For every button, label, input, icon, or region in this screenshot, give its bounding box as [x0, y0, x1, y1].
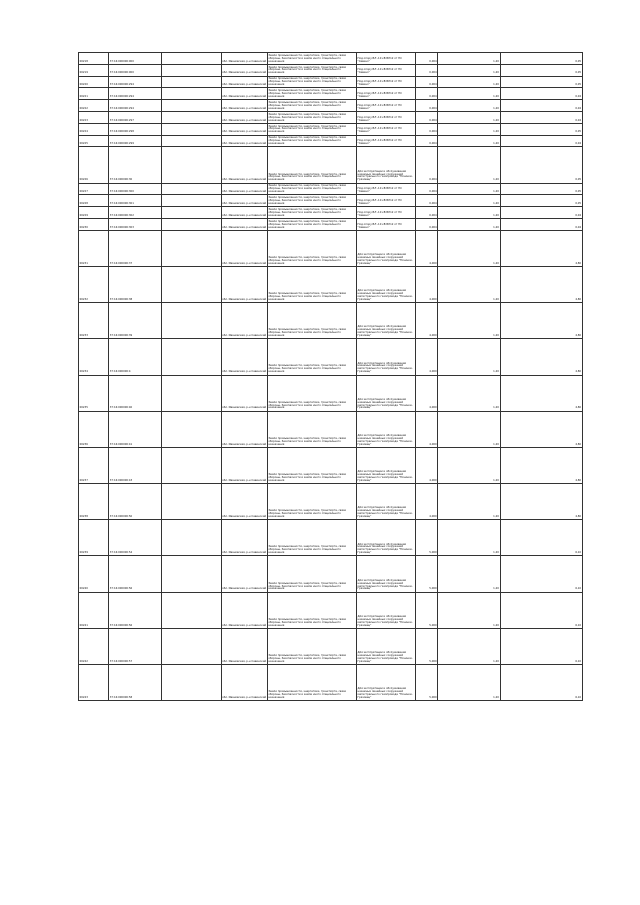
land-category-cell: Земли промышленности, энергетики, транспорта, связи обороны, безопасности и земли иного специального назначения — [267, 195, 356, 207]
tax-amount-cell: 0,05 — [500, 64, 582, 76]
land-category-cell: Земли промышленности, энергетики, транспорта, связи обороны, безопасности и земли иного специального назначения — [267, 266, 356, 302]
address-cell: обл. Ивановская, р-н Савинский — [221, 230, 267, 266]
empty-cell-cell — [162, 411, 221, 447]
empty-cell-cell — [162, 218, 221, 230]
address-cell: обл. Ивановская, р-н Савинский — [221, 100, 267, 112]
address-cell: обл. Ивановская, р-н Савинский — [221, 135, 267, 147]
table-row — [79, 53, 583, 65]
cadastral-number-cell: 37:16:000000:294 — [109, 76, 162, 88]
land-category-cell: Земли промышленности, энергетики, транспорта, связи обороны, безопасности и земли иного специального назначения — [267, 183, 356, 195]
address-cell: обл. Ивановская, р-н Савинский — [221, 447, 267, 483]
tax-rate-cell: 1,20 — [438, 88, 500, 100]
tax-amount-cell: 0,04 — [500, 207, 582, 219]
land-category-cell: Земли промышленности, энергетики, транспорта, связи обороны, безопасности и земли иного специального назначения — [267, 147, 356, 183]
tax-amount-cell: 0,05 — [500, 123, 582, 135]
row-number-cell: 00229 — [79, 207, 109, 219]
tax-amount-cell: 6,10 — [500, 520, 582, 556]
table-row — [79, 218, 583, 230]
tax-rate-cell: 1,20 — [438, 76, 500, 88]
address-cell: обл. Ивановская, р-н Савинский — [221, 64, 267, 76]
empty-cell-cell — [162, 207, 221, 219]
area-cell: 0,004 — [416, 100, 438, 112]
land-category-cell: Земли промышленности, энергетики, транспорта, связи обороны, безопасности и земли иного специального назначения — [267, 76, 356, 88]
table-row — [79, 339, 583, 375]
tax-amount-cell: 6,10 — [500, 665, 582, 701]
land-category-cell: Земли промышленности, энергетики, транспорта, связи обороны, безопасности и земли иного специального назначения — [267, 447, 356, 483]
row-number-cell: 00230 — [79, 218, 109, 230]
cadastral-number-cell: 37:16:000000:297 — [109, 111, 162, 123]
area-cell: 0,004 — [416, 123, 438, 135]
row-number-cell: 00228 — [79, 195, 109, 207]
tax-amount-cell: 0,05 — [500, 53, 582, 65]
area-cell: 5,000 — [416, 592, 438, 628]
permitted-use-cell: Для эксплуатации и обслуживания наземных линейных сооружений магистрального газопровода "Починки-Грязовец" — [356, 665, 415, 701]
tax-amount-cell: 4,80 — [500, 303, 582, 339]
table-row — [79, 207, 583, 219]
cadastral-number-cell: 37:16:000000:37 — [109, 230, 162, 266]
address-cell: обл. Ивановская, р-н Савинский — [221, 123, 267, 135]
permitted-use-cell: Для эксплуатации и обслуживания наземных линейных сооружений магистрального газопровода "Починки-Грязовец" — [356, 484, 415, 520]
cadastral-number-cell: 37:16:000000:58 — [109, 665, 162, 701]
address-cell: обл. Ивановская, р-н Савинский — [221, 556, 267, 592]
area-cell: 5,000 — [416, 628, 438, 664]
permitted-use-cell: Под опору ВЛ -10 кВ ВЛ12 от ПС "Савино" — [356, 64, 415, 76]
cadastral-number-cell: 37:16:000000:302 — [109, 207, 162, 219]
tax-amount-cell: 4,80 — [500, 484, 582, 520]
tax-rate-cell: 1,20 — [438, 628, 500, 664]
row-number-cell: 00219 — [79, 64, 109, 76]
land-category-cell: Земли промышленности, энергетики, транспорта, связи обороны, безопасности и земли иного специального назначения — [267, 556, 356, 592]
area-cell: 0,004 — [416, 218, 438, 230]
tax-amount-cell: 0,05 — [500, 195, 582, 207]
land-category-cell: Земли промышленности, энергетики, транспорта, связи обороны, безопасности и земли иного специального назначения — [267, 484, 356, 520]
table-row — [79, 64, 583, 76]
row-number-cell: 00238 — [79, 484, 109, 520]
land-category-cell: Земли промышленности, энергетики, транспорта, связи обороны, безопасности и земли иного специального назначения — [267, 88, 356, 100]
table-row — [79, 375, 583, 411]
area-cell: 0,004 — [416, 76, 438, 88]
table-row — [79, 147, 583, 183]
empty-cell-cell — [162, 303, 221, 339]
tax-amount-cell: 0,04 — [500, 88, 582, 100]
tax-rate-cell: 1,20 — [438, 135, 500, 147]
tax-rate-cell: 1,20 — [438, 230, 500, 266]
row-number-cell: 00233 — [79, 303, 109, 339]
table-row — [79, 628, 583, 664]
row-number-cell: 00240 — [79, 556, 109, 592]
cadastral-number-cell: 37:16:000000:298 — [109, 123, 162, 135]
empty-cell-cell — [162, 195, 221, 207]
empty-cell-cell — [162, 520, 221, 556]
empty-cell-cell — [162, 76, 221, 88]
cadastral-number-cell: 37:16:000000:000 — [109, 64, 162, 76]
cadastral-number-cell: 37:16:000000:294 — [109, 100, 162, 112]
address-cell: обл. Ивановская, р-н Савинский — [221, 111, 267, 123]
land-category-cell: Земли промышленности, энергетики, транспорта, связи обороны, безопасности и земли иного специального назначения — [267, 100, 356, 112]
tax-rate-cell: 1,20 — [438, 183, 500, 195]
permitted-use-cell: Для эксплуатации и обслуживания наземных линейных сооружений магистрального газопровода "Починки-Грязовец" — [356, 520, 415, 556]
row-number-cell: 00232 — [79, 266, 109, 302]
empty-cell-cell — [162, 100, 221, 112]
tax-amount-cell: 0,05 — [500, 183, 582, 195]
tax-rate-cell: 1,20 — [438, 303, 500, 339]
permitted-use-cell: Под опору ВЛ -10 кВ ВЛ12 от ПС "Савино" — [356, 207, 415, 219]
area-cell: 5,000 — [416, 556, 438, 592]
address-cell: обл. Ивановская, р-н Савинский — [221, 218, 267, 230]
permitted-use-cell: Для эксплуатации и обслуживания наземных линейных сооружений магистрального газопровода "Починки-Грязовец" — [356, 628, 415, 664]
permitted-use-cell: Для эксплуатации и обслуживания наземных линейных сооружений магистрального газопровода "Починки-Грязовец" — [356, 411, 415, 447]
tax-rate-cell: 1,20 — [438, 411, 500, 447]
land-category-cell: Земли промышленности, энергетики, транспорта, связи обороны, безопасности и земли иного специального назначения — [267, 628, 356, 664]
area-cell: 4,000 — [416, 484, 438, 520]
table-row — [79, 88, 583, 100]
land-category-cell: Земли промышленности, энергетики, транспорта, связи обороны, безопасности и земли иного специального назначения — [267, 303, 356, 339]
land-category-cell: Земли промышленности, энергетики, транспорта, связи обороны, безопасности и земли иного специального назначения — [267, 53, 356, 65]
cadastral-number-cell: 37:16:000000:56 — [109, 592, 162, 628]
address-cell: обл. Ивановская, р-н Савинский — [221, 53, 267, 65]
permitted-use-cell: Под опору ВЛ -10 кВ ВЛ12 от ПС "Савино" — [356, 183, 415, 195]
table-row — [79, 484, 583, 520]
address-cell: обл. Ивановская, р-н Савинский — [221, 375, 267, 411]
tax-amount-cell: 0,05 — [500, 76, 582, 88]
tax-rate-cell: 1,20 — [438, 207, 500, 219]
tax-rate-cell: 1,20 — [438, 100, 500, 112]
table-row — [79, 447, 583, 483]
tax-amount-cell: 4,80 — [500, 411, 582, 447]
tax-amount-cell: 0,04 — [500, 135, 582, 147]
permitted-use-cell: Для эксплуатации и обслуживания наземных линейных сооружений магистрального газопровода "Починки-Грязовец" — [356, 147, 415, 183]
tax-amount-cell: 4,80 — [500, 375, 582, 411]
table-body — [79, 53, 583, 701]
table-row — [79, 135, 583, 147]
area-cell: 0,004 — [416, 111, 438, 123]
row-number-cell: 00234 — [79, 339, 109, 375]
table-row — [79, 183, 583, 195]
cadastral-number-cell: 37:16:000000:303 — [109, 218, 162, 230]
area-cell: 5,000 — [416, 520, 438, 556]
area-cell: 4,000 — [416, 411, 438, 447]
area-cell: 4,000 — [416, 266, 438, 302]
row-number-cell: 00237 — [79, 447, 109, 483]
tax-rate-cell: 1,20 — [438, 266, 500, 302]
area-cell: 0,004 — [416, 135, 438, 147]
area-cell: 0,004 — [416, 88, 438, 100]
cadastral-number-cell: 37:16:000000:43 — [109, 447, 162, 483]
cadastral-number-cell: 37:16:000000:4 — [109, 339, 162, 375]
cadastral-number-cell: 37:16:000000:50 — [109, 484, 162, 520]
table-row — [79, 592, 583, 628]
area-cell: 4,000 — [416, 375, 438, 411]
land-category-cell: Земли промышленности, энергетики, транспорта, связи обороны, безопасности и земли иного специального назначения — [267, 135, 356, 147]
tax-rate-cell: 1,20 — [438, 484, 500, 520]
tax-rate-cell: 1,20 — [438, 520, 500, 556]
empty-cell-cell — [162, 230, 221, 266]
land-category-cell: Земли промышленности, энергетики, транспорта, связи обороны, безопасности и земли иного специального назначения — [267, 123, 356, 135]
cadastral-number-cell: 37:16:000000:299 — [109, 135, 162, 147]
table-row — [79, 520, 583, 556]
area-cell: 0,004 — [416, 195, 438, 207]
address-cell: обл. Ивановская, р-н Савинский — [221, 183, 267, 195]
tax-amount-cell: 0,04 — [500, 218, 582, 230]
empty-cell-cell — [162, 484, 221, 520]
tax-rate-cell: 1,20 — [438, 195, 500, 207]
land-category-cell: Земли промышленности, энергетики, транспорта, связи обороны, безопасности и земли иного специального назначения — [267, 64, 356, 76]
row-number-cell: 00220 — [79, 76, 109, 88]
permitted-use-cell: Для эксплуатации и обслуживания наземных линейных сооружений магистрального газопровода "Починки-Грязовец" — [356, 339, 415, 375]
table-row — [79, 303, 583, 339]
row-number-cell: 00225 — [79, 135, 109, 147]
tax-amount-cell: 0,04 — [500, 111, 582, 123]
land-category-cell: Земли промышленности, энергетики, транспорта, связи обороны, безопасности и земли иного специального назначения — [267, 592, 356, 628]
empty-cell-cell — [162, 556, 221, 592]
tax-amount-cell: 4,80 — [500, 339, 582, 375]
tax-rate-cell: 1,20 — [438, 592, 500, 628]
row-number-cell: 00235 — [79, 375, 109, 411]
permitted-use-cell: Под опору ВЛ -10 кВ ВЛ12 от ПС "Савино" — [356, 53, 415, 65]
tax-amount-cell: 4,80 — [500, 447, 582, 483]
table-row — [79, 556, 583, 592]
address-cell: обл. Ивановская, р-н Савинский — [221, 628, 267, 664]
permitted-use-cell: Для эксплуатации и обслуживания наземных линейных сооружений магистрального газопровода "Починки-Грязовец" — [356, 230, 415, 266]
permitted-use-cell: Для эксплуатации и обслуживания наземных линейных сооружений магистрального газопровода "Починки-Грязовец" — [356, 556, 415, 592]
address-cell: обл. Ивановская, р-н Савинский — [221, 207, 267, 219]
land-category-cell: Земли промышленности, энергетики, транспорта, связи обороны, безопасности и земли иного специального назначения — [267, 230, 356, 266]
permitted-use-cell: Под опору ВЛ -10 кВ ВЛ12 от ПС "Савино" — [356, 88, 415, 100]
cadastral-number-cell: 37:16:000000:38 — [109, 266, 162, 302]
row-number-cell: 00223 — [79, 111, 109, 123]
address-cell: обл. Ивановская, р-н Савинский — [221, 484, 267, 520]
empty-cell-cell — [162, 183, 221, 195]
land-category-cell: Земли промышленности, энергетики, транспорта, связи обороны, безопасности и земли иного специального назначения — [267, 520, 356, 556]
table-row — [79, 111, 583, 123]
table-row — [79, 266, 583, 302]
land-category-cell: Земли промышленности, энергетики, транспорта, связи обороны, безопасности и земли иного специального назначения — [267, 411, 356, 447]
row-number-cell: 00221 — [79, 88, 109, 100]
table-row — [79, 230, 583, 266]
tax-amount-cell: 6,10 — [500, 592, 582, 628]
area-cell: 5,000 — [416, 665, 438, 701]
land-category-cell: Земли промышленности, энергетики, транспорта, связи обороны, безопасности и земли иного специального назначения — [267, 111, 356, 123]
permitted-use-cell: Под опору ВЛ -10 кВ ВЛ12 от ПС "Савино" — [356, 111, 415, 123]
empty-cell-cell — [162, 447, 221, 483]
tax-amount-cell: 4,80 — [500, 266, 582, 302]
empty-cell-cell — [162, 339, 221, 375]
cadastral-number-cell: 37:16:000000:40 — [109, 375, 162, 411]
empty-cell-cell — [162, 135, 221, 147]
land-tax-table — [78, 52, 583, 701]
address-cell: обл. Ивановская, р-н Савинский — [221, 592, 267, 628]
permitted-use-cell: Для эксплуатации и обслуживания наземных линейных сооружений магистрального газопровода "Починки-Грязовец" — [356, 303, 415, 339]
address-cell: обл. Ивановская, р-н Савинский — [221, 147, 267, 183]
address-cell: обл. Ивановская, р-н Савинский — [221, 411, 267, 447]
table-row — [79, 665, 583, 701]
empty-cell-cell — [162, 665, 221, 701]
row-number-cell: 00227 — [79, 183, 109, 195]
area-cell: 0,004 — [416, 147, 438, 183]
cadastral-number-cell: 37:16:000000:41 — [109, 411, 162, 447]
cadastral-number-cell: 37:16:000000:294 — [109, 88, 162, 100]
row-number-cell: 00231 — [79, 230, 109, 266]
tax-rate-cell: 1,20 — [438, 447, 500, 483]
permitted-use-cell: Для эксплуатации и обслуживания наземных линейных сооружений магистрального газопровода "Починки-Грязовец" — [356, 266, 415, 302]
land-category-cell: Земли промышленности, энергетики, транспорта, связи обороны, безопасности и земли иного специального назначения — [267, 665, 356, 701]
row-number-cell: 00242 — [79, 628, 109, 664]
tax-rate-cell: 1,20 — [438, 64, 500, 76]
tax-amount-cell: 6,10 — [500, 628, 582, 664]
address-cell: обл. Ивановская, р-н Савинский — [221, 303, 267, 339]
address-cell: обл. Ивановская, р-н Савинский — [221, 195, 267, 207]
empty-cell-cell — [162, 147, 221, 183]
area-cell: 4,000 — [416, 447, 438, 483]
tax-amount-cell: 0,05 — [500, 147, 582, 183]
table-row — [79, 123, 583, 135]
area-cell: 0,004 — [416, 64, 438, 76]
empty-cell-cell — [162, 592, 221, 628]
land-category-cell: Земли промышленности, энергетики, транспорта, связи обороны, безопасности и земли иного специального назначения — [267, 339, 356, 375]
permitted-use-cell: Под опору ВЛ -10 кВ ВЛ12 от ПС "Савино" — [356, 195, 415, 207]
address-cell: обл. Ивановская, р-н Савинский — [221, 76, 267, 88]
table-row — [79, 195, 583, 207]
cadastral-number-cell: 37:16:000000:301 — [109, 195, 162, 207]
permitted-use-cell: Под опору ВЛ -10 кВ ВЛ12 от ПС "Савино" — [356, 135, 415, 147]
empty-cell-cell — [162, 266, 221, 302]
row-number-cell: 00226 — [79, 147, 109, 183]
row-number-cell: 00236 — [79, 411, 109, 447]
table-row — [79, 76, 583, 88]
row-number-cell: 00243 — [79, 665, 109, 701]
row-number-cell: 00239 — [79, 520, 109, 556]
permitted-use-cell: Под опору ВЛ -10 кВ ВЛ12 от ПС "Савино" — [356, 100, 415, 112]
area-cell: 4,000 — [416, 303, 438, 339]
tax-rate-cell: 1,20 — [438, 339, 500, 375]
empty-cell-cell — [162, 64, 221, 76]
empty-cell-cell — [162, 628, 221, 664]
area-cell: 4,000 — [416, 230, 438, 266]
address-cell: обл. Ивановская, р-н Савинский — [221, 520, 267, 556]
empty-cell-cell — [162, 123, 221, 135]
permitted-use-cell: Под опору ВЛ -10 кВ ВЛ12 от ПС "Савино" — [356, 218, 415, 230]
permitted-use-cell: Для эксплуатации и обслуживания наземных линейных сооружений магистрального газопровода "Починки-Грязовец" — [356, 375, 415, 411]
tax-amount-cell: 0,04 — [500, 100, 582, 112]
row-number-cell: 00224 — [79, 123, 109, 135]
land-category-cell: Земли промышленности, энергетики, транспорта, связи обороны, безопасности и земли иного специального назначения — [267, 218, 356, 230]
cadastral-number-cell: 37:16:000000:57 — [109, 628, 162, 664]
cadastral-number-cell: 37:16:000000:000 — [109, 53, 162, 65]
area-cell: 0,004 — [416, 53, 438, 65]
row-number-cell: 00241 — [79, 592, 109, 628]
address-cell: обл. Ивановская, р-н Савинский — [221, 266, 267, 302]
tax-rate-cell: 1,20 — [438, 375, 500, 411]
table-row — [79, 100, 583, 112]
permitted-use-cell: Для эксплуатации и обслуживания наземных линейных сооружений магистрального газопровода "Починки-Грязовец" — [356, 447, 415, 483]
tax-rate-cell: 1,20 — [438, 556, 500, 592]
tax-amount-cell: 4,80 — [500, 230, 582, 266]
empty-cell-cell — [162, 88, 221, 100]
land-category-cell: Земли промышленности, энергетики, транспорта, связи обороны, безопасности и земли иного специального назначения — [267, 207, 356, 219]
land-category-cell: Земли промышленности, энергетики, транспорта, связи обороны, безопасности и земли иного специального назначения — [267, 375, 356, 411]
permitted-use-cell: Для эксплуатации и обслуживания наземных линейных сооружений магистрального газопровода "Починки-Грязовец" — [356, 592, 415, 628]
cadastral-number-cell: 37:16:000000:39 — [109, 303, 162, 339]
cadastral-number-cell: 37:16:000000:30 — [109, 147, 162, 183]
area-cell: 0,004 — [416, 183, 438, 195]
tax-rate-cell: 1,20 — [438, 147, 500, 183]
empty-cell-cell — [162, 375, 221, 411]
row-number-cell: 00218 — [79, 53, 109, 65]
area-cell: 4,000 — [416, 339, 438, 375]
tax-amount-cell: 6,10 — [500, 556, 582, 592]
address-cell: обл. Ивановская, р-н Савинский — [221, 665, 267, 701]
empty-cell-cell — [162, 111, 221, 123]
empty-cell-cell — [162, 53, 221, 65]
tax-rate-cell: 1,20 — [438, 218, 500, 230]
tax-rate-cell: 1,20 — [438, 665, 500, 701]
cadastral-number-cell: 37:16:000000:54 — [109, 520, 162, 556]
address-cell: обл. Ивановская, р-н Савинский — [221, 339, 267, 375]
cadastral-number-cell: 37:16:000000:56 — [109, 556, 162, 592]
tax-rate-cell: 1,20 — [438, 123, 500, 135]
address-cell: обл. Ивановская, р-н Савинский — [221, 88, 267, 100]
table-row — [79, 411, 583, 447]
cadastral-number-cell: 37:16:000000:300 — [109, 183, 162, 195]
row-number-cell: 00222 — [79, 100, 109, 112]
permitted-use-cell: Под опору ВЛ -10 кВ ВЛ12 от ПС "Савино" — [356, 123, 415, 135]
tax-rate-cell: 1,20 — [438, 111, 500, 123]
tax-rate-cell: 1,20 — [438, 53, 500, 65]
permitted-use-cell: Под опору ВЛ -10 кВ ВЛ12 от ПС "Савино" — [356, 76, 415, 88]
area-cell: 0,004 — [416, 207, 438, 219]
